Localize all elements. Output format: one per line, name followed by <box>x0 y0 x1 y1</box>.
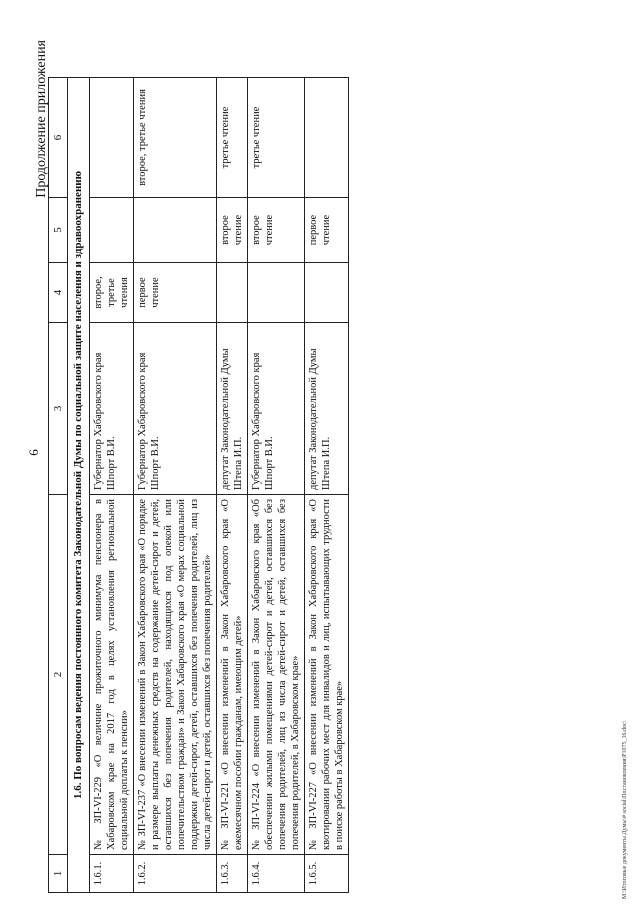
reading-col4: первое чтение <box>134 263 217 323</box>
table-row <box>248 78 305 893</box>
reading-col4 <box>217 263 248 323</box>
bills-table <box>48 77 349 893</box>
bill-author: депутат Законодательной Думы Штепа И.П. <box>305 323 349 495</box>
reading-col6: третье чтение <box>217 78 248 198</box>
reading-col4 <box>305 263 349 323</box>
column-number: 4 <box>49 263 68 323</box>
continuation-label: Продолжение приложения <box>34 40 49 198</box>
bill-author: Губернатор Хабаровского края Шпорт В.И. <box>90 323 134 495</box>
column-number: 3 <box>49 323 68 495</box>
bill-title: № ЗП-VI-221 «О внесении изменений в Закон Хабаровского края «О ежемесячном пособии гражданам, имеющим детей» <box>217 495 248 855</box>
row-number: 1.6.4. <box>248 855 305 893</box>
bill-title: № ЗП-VI-224 «О внесении изменений в Закон Хабаровского края «Об обеспечении жилыми помещениями детей-сирот и детей, оставшихся без попечения родителей, лиц из числа детей-сирот и детей, оставшихся без попечения родителей, в Хабаровском крае» <box>248 495 305 855</box>
section-row <box>68 78 90 893</box>
bill-author: Губернатор Хабаровского края Шпорт В.И. <box>248 323 305 495</box>
reading-col6 <box>305 78 349 198</box>
section-title: 1.6. По вопросам ведения постоянного комитета Законодательной Думы по социальной защите населения и здравоохранению <box>68 78 90 893</box>
table-row <box>90 78 134 893</box>
page-number: 6 <box>26 449 41 456</box>
reading-col4 <box>248 263 305 323</box>
reading-col5 <box>90 198 134 263</box>
reading-col6 <box>90 78 134 198</box>
bill-author: депутат Законодательной Думы Штепа И.П. <box>217 323 248 495</box>
bill-author: Губернатор Хабаровского края Шпорт В.И. <box>134 323 217 495</box>
table-row <box>305 78 349 893</box>
reading-col5 <box>134 198 217 263</box>
row-number: 1.6.5. <box>305 855 349 893</box>
column-number: 2 <box>49 495 68 855</box>
reading-col6: третье чтение <box>248 78 305 198</box>
reading-col6: второе, третье чтения <box>134 78 217 198</box>
row-number: 1.6.1. <box>90 855 134 893</box>
reading-col5: второе чтение <box>248 198 305 263</box>
column-number: 1 <box>49 855 68 893</box>
column-number: 5 <box>49 198 68 263</box>
bill-title: № ЗП-VI-237 «О внесении изменений в Закон Хабаровского края «О порядке и размере выплаты денежных средств на содержание детей-сирот и детей, оставшихся без попечения родителей, находящихся под опекой или попечительством граждан» и Закон Хабаровского края «О мерах социальной поддержки детей-сирот, детей, оставшихся без попечения родителей, лиц из числа детей-сирот и детей, оставшихся без попечения родителей» <box>134 495 217 855</box>
file-path-footer: M:\Итоговые документы Думы\# social\Постановления\P1075_16.doc\ <box>622 720 628 899</box>
column-number: 6 <box>49 78 68 198</box>
table-row <box>217 78 248 893</box>
column-number-row <box>49 78 68 893</box>
table-row <box>134 78 217 893</box>
row-number: 1.6.3. <box>217 855 248 893</box>
reading-col5: второе чтение <box>217 198 248 263</box>
row-number: 1.6.2. <box>134 855 217 893</box>
reading-col5: первое чтение <box>305 198 349 263</box>
bill-title: № ЗП-VI-227 «О внесении изменений в Закон Хабаровского края «О квотировании рабочих мест для инвалидов и лиц, испытывающих трудности в поиске работы в Хабаровском крае» <box>305 495 349 855</box>
reading-col4: второе, третье чтения <box>90 263 134 323</box>
bill-title: № ЗП-VI-229 «О величине прожиточного минимума пенсионера в Хабаровском крае на 2017 год в целях установления региональной социальной доплаты к пенсии» <box>90 495 134 855</box>
